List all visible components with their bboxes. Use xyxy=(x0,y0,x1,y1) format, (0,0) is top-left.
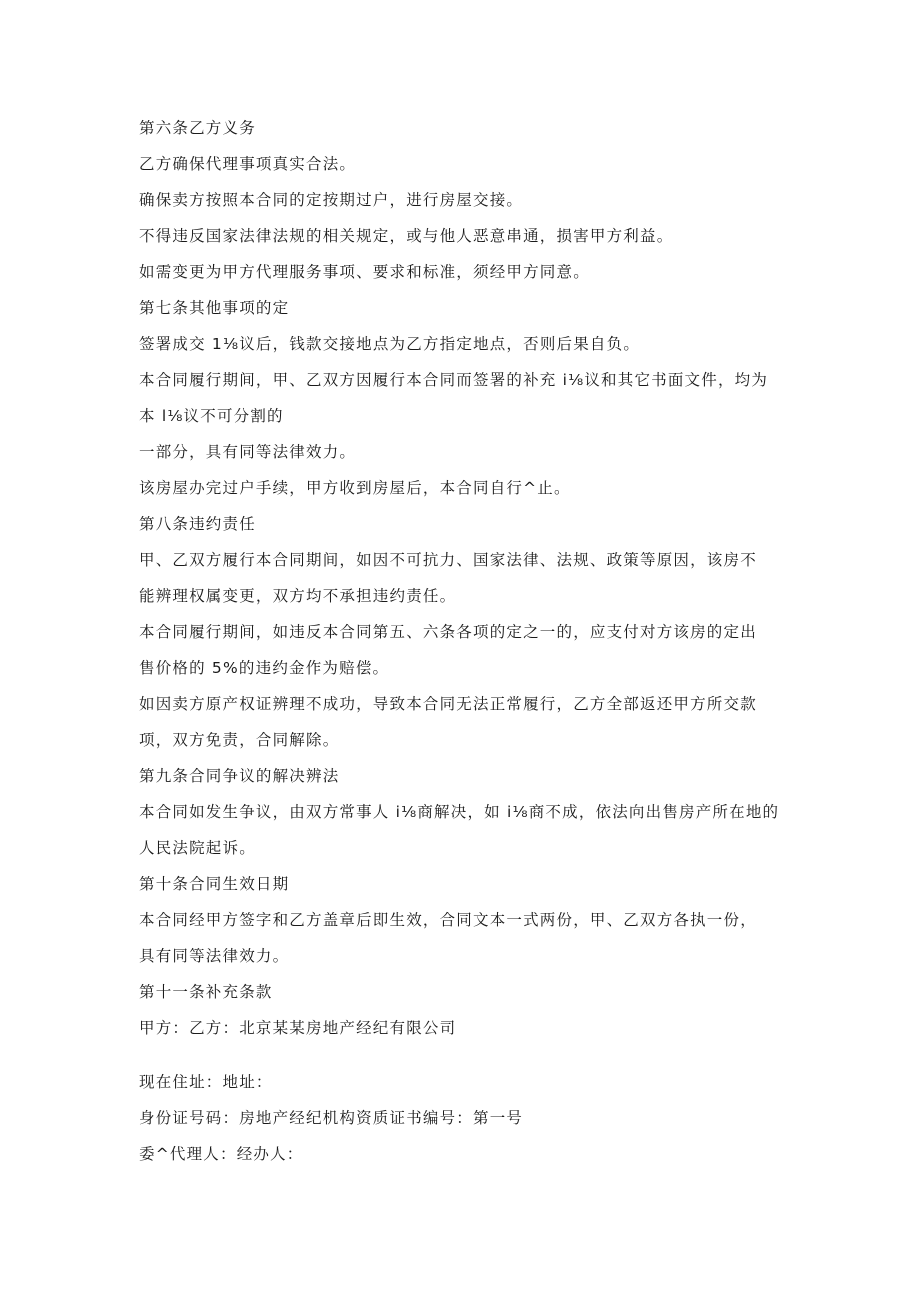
paragraph-line: 本合同经甲方签字和乙方盖章后即生效，合同文本一式两份，甲、乙双方各执一份， xyxy=(139,911,757,929)
paragraph-line: 本合同履行期间，如违反本合同第五、六条各项的定之一的，应支付对方该房的定出 xyxy=(139,623,757,641)
paragraph-line: 一部分，具有同等法律效力。 xyxy=(139,443,357,461)
signature-id-number: 身份证号码：房地产经纪机构资质证书编号：第一号 xyxy=(139,1109,524,1127)
paragraph-line: 签署成交 1⅛议后，钱款交接地点为乙方指定地点，否则后果自负。 xyxy=(139,335,641,353)
signature-address: 现在住址：地址： xyxy=(139,1073,273,1091)
paragraph-line: 确保卖方按照本合同的定按期过户，进行房屋交接。 xyxy=(139,191,524,209)
section-heading-8: 第八条违约责任 xyxy=(139,515,256,533)
paragraph-line: 本合同履行期间，甲、乙双方因履行本合同而签署的补充 i⅛议和其它书面文件，均为 xyxy=(139,371,769,389)
section-heading-11: 第十一条补充条款 xyxy=(139,983,273,1001)
paragraph-line: 甲、乙双方履行本合同期间，如因不可抗力、国家法律、法规、政策等原因，该房不 xyxy=(139,551,757,569)
paragraph-line: 如因卖方原产权证辨理不成功，导致本合同无法正常履行，乙方全部返还甲方所交款 xyxy=(139,695,757,713)
paragraph-line: 具有同等法律效力。 xyxy=(139,947,290,965)
paragraph-line: 项，双方免责，合同解除。 xyxy=(139,731,340,749)
paragraph-line: 能辨理权属变更，双方均不承担违约责任。 xyxy=(139,587,457,605)
paragraph-line: 人民法院起诉。 xyxy=(139,839,256,857)
paragraph-line: 乙方确保代理事项真实合法。 xyxy=(139,155,357,173)
paragraph-line: 如需变更为甲方代理服务事项、要求和标准，须经甲方同意。 xyxy=(139,263,590,281)
section-heading-9: 第九条合同争议的解决辨法 xyxy=(139,767,340,785)
section-heading-7: 第七条其他事项的定 xyxy=(139,299,290,317)
signature-parties: 甲方：乙方：北京某某房地产经纪有限公司 xyxy=(139,1019,457,1037)
section-heading-6: 第六条乙方义务 xyxy=(139,119,256,137)
signature-agent: 委^代理人：经办人： xyxy=(139,1145,304,1163)
paragraph-line: 本 l⅛议不可分割的 xyxy=(139,407,284,425)
section-heading-10: 第十条合同生效日期 xyxy=(139,875,290,893)
paragraph-line: 该房屋办完过户手续，甲方收到房屋后，本合同自行^止。 xyxy=(139,479,571,497)
paragraph-line: 不得违反国家法律法规的相关规定，或与他人恶意串通，损害甲方利益。 xyxy=(139,227,674,245)
paragraph-line: 售价格的 5%的违约金作为赔偿。 xyxy=(139,659,390,677)
paragraph-line: 本合同如发生争议，由双方常事人 i⅛商解决，如 i⅛商不成，依法向出售房产所在地的 xyxy=(139,803,780,821)
